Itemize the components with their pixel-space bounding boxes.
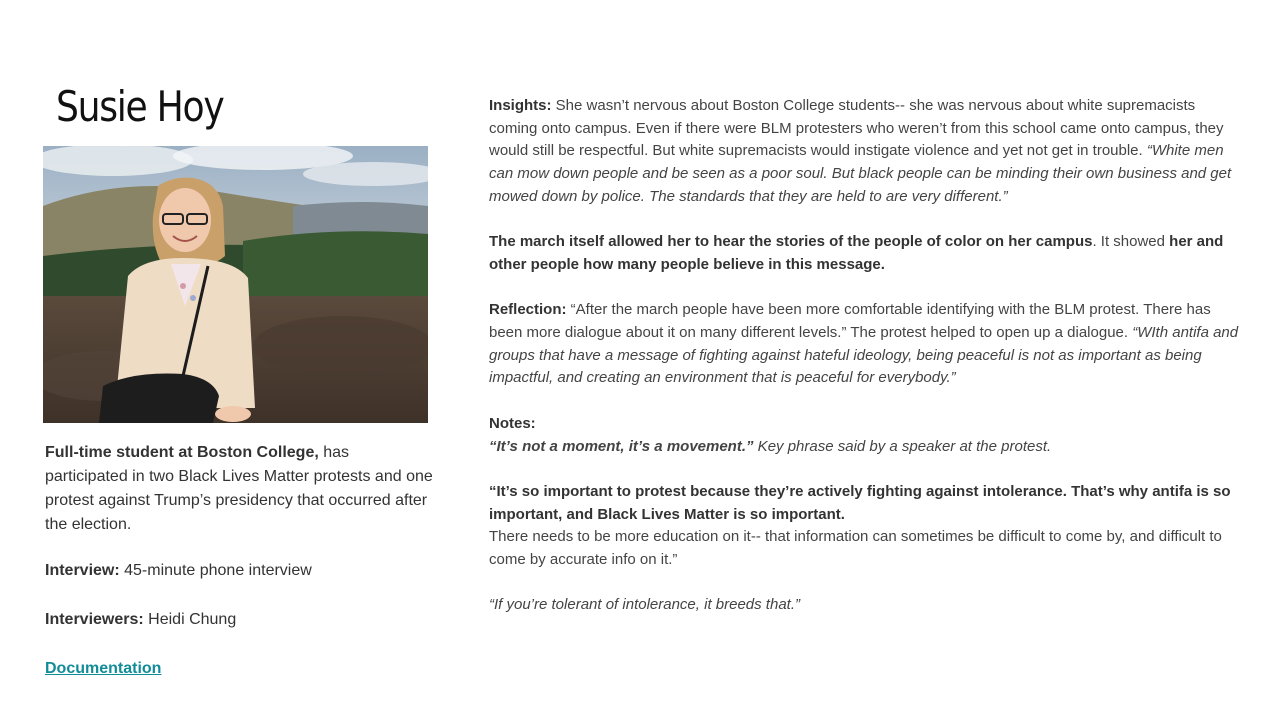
summary-rest: has participated in two Black Lives Matter protests and one protest against Trump’s presidency that occurred after the election. <box>45 444 433 533</box>
reflection-text: “After the march people have been more comfortable identifying with the BLM protest. There has been more dialogue about it on many different levels.” The protest helped to open up a dialogue. <box>489 301 1211 341</box>
notes-quote-1-rest: Key phrase said by a speaker at the protest. <box>753 437 1052 455</box>
interviewers-line <box>45 608 435 632</box>
insights-quote: “White men can mow down people and be seen as a poor soul. But black people can be minding their own business and get mowed down by police. The standards that they are held to are very different.” <box>489 142 1232 205</box>
reflection-paragraph <box>489 299 1241 390</box>
march-rest: . It showed <box>1092 233 1170 251</box>
profile-details <box>45 441 435 681</box>
profile-summary <box>45 441 435 537</box>
interviewers-label: Interviewers: <box>45 611 144 628</box>
notes-quote-2 <box>489 481 1241 526</box>
interviewers-value: Heidi Chung <box>143 611 237 628</box>
notes-quote-1 <box>489 436 1241 459</box>
notes-label <box>489 413 1241 436</box>
insights-label: Insights: <box>489 97 552 114</box>
documentation-link[interactable]: Documentation <box>45 660 162 677</box>
page-title: Susie Hoy <box>56 82 224 131</box>
notes-quote-3-text: “If you’re tolerant of intolerance, it breeds that.” <box>489 596 800 614</box>
insights-text: She wasn’t nervous about Boston College students-- she was nervous about white supremacists coming onto campus. Even if there were BLM protesters who weren’t from this school came onto campus, they would still be respectful. But white supremacists would instigate violence and yet not get in trouble. <box>489 97 1224 160</box>
reflection-quote: “WIth antifa and groups that have a message of fighting against hateful ideology, being peaceful is not as important as being impactful, and creating an environment that is peaceful for everybody.” <box>489 324 1239 387</box>
notes-quote-2-continued <box>489 526 1241 571</box>
interview-value: 45-minute phone interview <box>119 562 312 579</box>
march-paragraph <box>489 231 1241 276</box>
march-bold-2: her and other people how many people believe in this message. <box>489 233 1224 273</box>
reflection-label: Reflection: <box>489 301 567 319</box>
summary-bold: Full-time student at Boston College, <box>45 444 319 461</box>
profile-photo <box>43 146 428 423</box>
interview-notes <box>489 95 1241 617</box>
notes-label-text: Notes: <box>489 414 536 432</box>
insights-paragraph <box>489 95 1241 209</box>
interview-label: Interview: <box>45 562 120 579</box>
notes-quote-3 <box>489 594 1241 617</box>
notes-quote-1-bold: “It’s not a moment, it’s a movement.” <box>489 437 754 455</box>
march-bold: The march itself allowed her to hear the stories of the people of color on her campus <box>489 233 1093 251</box>
notes-quote-2-rest: There needs to be more education on it-- that information can sometimes be difficult to come by, and difficult to come by accurate info on it.” <box>489 528 1222 568</box>
interview-line <box>45 559 435 583</box>
notes-quote-2-bold: “It’s so important to protest because they’re actively fighting against intolerance. That’s why antifa is so important, and Black Lives Matter is so important. <box>489 482 1231 523</box>
